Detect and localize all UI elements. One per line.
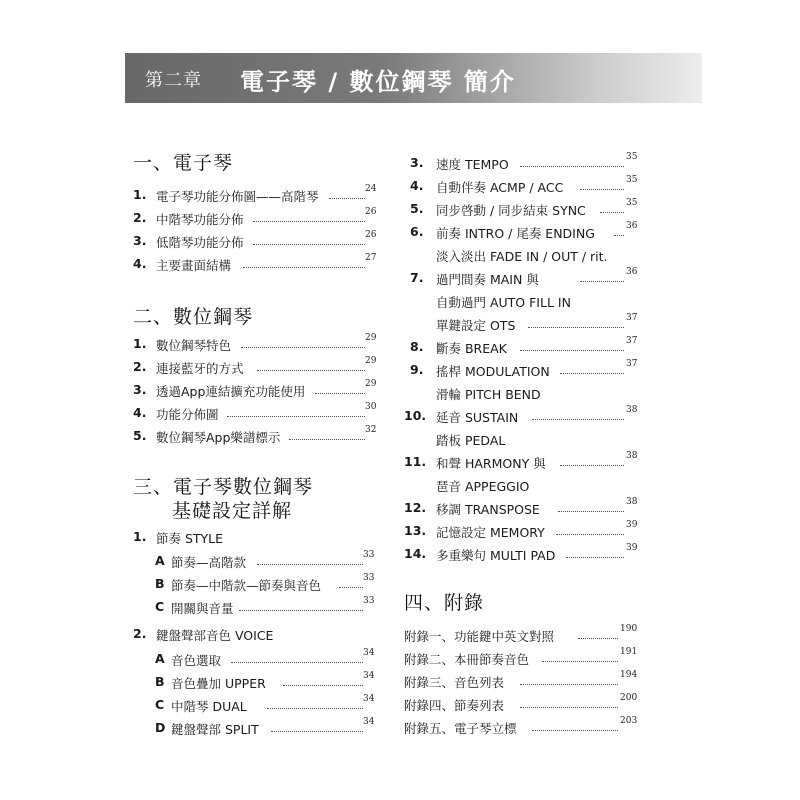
appendix-entry[interactable] xyxy=(404,647,644,668)
entry-letter: C xyxy=(155,697,165,712)
entry-label: 多重樂句 MULTI PAD xyxy=(436,548,556,563)
toc-entry-continued[interactable] xyxy=(410,431,640,449)
entry-page: 38 xyxy=(626,497,638,507)
entry-label: 音色選取 xyxy=(171,653,222,668)
appendix-entry[interactable] xyxy=(404,670,644,691)
dot-leader xyxy=(231,662,363,663)
entry-label: 功能分佈圖 xyxy=(156,407,219,422)
dot-leader xyxy=(315,393,365,394)
entry-page: 194 xyxy=(620,670,638,680)
toc-entry[interactable] xyxy=(410,175,640,196)
entry-page: 32 xyxy=(365,425,377,435)
entry-page: 37 xyxy=(626,313,638,323)
entry-letter: A xyxy=(155,553,165,568)
dot-leader xyxy=(580,189,624,190)
appendix-entry[interactable] xyxy=(404,716,644,737)
toc-subentry[interactable] xyxy=(155,596,375,617)
toc-entry[interactable] xyxy=(133,253,377,274)
toc-subentry[interactable] xyxy=(155,550,375,571)
entry-number: 2. xyxy=(133,359,147,374)
entry-page: 29 xyxy=(365,356,377,366)
dot-leader xyxy=(520,350,624,351)
entry-page: 34 xyxy=(363,671,375,681)
dot-leader xyxy=(241,347,365,348)
section-heading: 四、附錄 xyxy=(404,592,485,614)
entry-label: 前奏 INTRO / 尾奏 ENDING xyxy=(436,226,595,241)
toc-subentry[interactable] xyxy=(155,671,375,692)
entry-page: 35 xyxy=(626,175,638,185)
dot-leader xyxy=(257,370,365,371)
toc-entry[interactable] xyxy=(404,405,640,426)
entry-page: 35 xyxy=(626,152,638,162)
entry-page: 33 xyxy=(363,596,375,606)
dot-leader xyxy=(558,511,624,512)
toc-entry[interactable] xyxy=(410,221,640,242)
entry-letter: C xyxy=(155,599,165,614)
entry-number: 4. xyxy=(410,178,424,193)
entry-label: 自動過門 AUTO FILL IN xyxy=(436,295,571,310)
dot-leader xyxy=(578,638,618,639)
dot-leader xyxy=(600,212,624,213)
appendix-entry[interactable] xyxy=(404,624,644,645)
entry-page: 39 xyxy=(626,520,638,530)
entry-page: 34 xyxy=(363,717,375,727)
entry-number: 4. xyxy=(133,256,147,271)
entry-label: 附錄三、音色列表 xyxy=(404,675,505,690)
toc-subentry[interactable] xyxy=(155,573,375,594)
entry-label: 中階琴 DUAL xyxy=(171,699,247,714)
entry-page: 37 xyxy=(626,336,638,346)
entry-page: 29 xyxy=(365,333,377,343)
entry-label: 數位鋼琴特色 xyxy=(156,338,232,353)
dot-leader xyxy=(532,730,618,731)
toc-group-title[interactable] xyxy=(133,626,373,644)
dot-leader xyxy=(289,439,365,440)
toc-entry[interactable] xyxy=(404,543,640,564)
entry-number: 12. xyxy=(404,500,427,515)
entry-page: 36 xyxy=(626,267,638,277)
chapter-title: 電子琴 / 數位鋼琴 簡介 xyxy=(240,68,516,96)
toc-entry[interactable] xyxy=(404,451,640,472)
toc-entry[interactable] xyxy=(410,267,640,288)
entry-label: 電子琴功能分佈圖——高階琴 xyxy=(156,189,319,204)
entry-label: 連接藍牙的方式 xyxy=(156,361,244,376)
entry-label: 低階琴功能分佈 xyxy=(156,235,244,250)
entry-number: 9. xyxy=(410,362,424,377)
entry-page: 35 xyxy=(626,198,638,208)
entry-page: 38 xyxy=(626,451,638,461)
dot-leader xyxy=(257,564,363,565)
toc-entry-continued[interactable] xyxy=(410,313,640,334)
entry-label: 記憶設定 MEMORY xyxy=(436,525,545,540)
dot-leader xyxy=(520,684,618,685)
entry-number: 14. xyxy=(404,546,427,561)
entry-page: 24 xyxy=(365,184,377,194)
entry-page: 34 xyxy=(363,694,375,704)
entry-number: 11. xyxy=(404,454,427,469)
dot-leader xyxy=(267,708,363,709)
dot-leader xyxy=(614,235,624,236)
entry-label: 琶音 APPEGGIO xyxy=(436,479,530,494)
entry-page: 36 xyxy=(626,221,638,231)
entry-page: 39 xyxy=(626,543,638,553)
entry-number: 2. xyxy=(133,626,147,641)
entry-page: 37 xyxy=(626,359,638,369)
toc-entry[interactable] xyxy=(133,379,377,400)
entry-label: 速度 TEMPO xyxy=(436,157,509,172)
section-heading: 三、電子琴數位鋼琴 xyxy=(133,476,314,498)
entry-page: 26 xyxy=(365,207,377,217)
toc-entry[interactable] xyxy=(404,520,640,541)
toc-entry[interactable] xyxy=(133,184,377,205)
entry-page: 26 xyxy=(365,230,377,240)
toc-entry-continued[interactable] xyxy=(410,477,640,495)
entry-number: 10. xyxy=(404,408,427,423)
dot-leader xyxy=(253,221,365,222)
entry-number: 5. xyxy=(410,201,424,216)
dot-leader xyxy=(560,465,624,466)
entry-label: 滑輪 PITCH BEND xyxy=(436,387,541,402)
dot-leader xyxy=(239,610,363,611)
entry-label: 透過App連結擴充功能使用 xyxy=(156,384,306,399)
entry-label: 附錄一、功能鍵中英文對照 xyxy=(404,629,555,644)
entry-label: 斷奏 BREAK xyxy=(436,341,507,356)
toc-entry[interactable] xyxy=(410,198,640,219)
section-heading: 一、電子琴 xyxy=(133,152,234,174)
section-heading: 二、數位鋼琴 xyxy=(133,306,254,328)
dot-leader xyxy=(227,416,365,417)
entry-label: 附錄五、電子琴立標 xyxy=(404,721,517,736)
entry-number: 8. xyxy=(410,339,424,354)
entry-label: 節奏—中階款—節奏與音色 xyxy=(171,578,322,593)
dot-leader xyxy=(528,327,624,328)
entry-label: 節奏 STYLE xyxy=(156,531,224,546)
toc-entry[interactable] xyxy=(133,356,377,377)
entry-number: 3. xyxy=(410,155,424,170)
toc-entry[interactable] xyxy=(404,497,640,518)
dot-leader xyxy=(329,198,365,199)
entry-label: 同步啓動 / 同步結束 SYNC xyxy=(436,203,586,218)
entry-number: 5. xyxy=(133,428,147,443)
dot-leader xyxy=(556,534,624,535)
entry-label: 淡入淡出 FADE IN / OUT / rit. xyxy=(436,249,608,264)
toc-entry-continued[interactable] xyxy=(410,385,640,403)
entry-number: 1. xyxy=(133,187,147,202)
toc-subentry[interactable] xyxy=(155,648,375,669)
entry-page: 203 xyxy=(620,716,638,726)
entry-page: 200 xyxy=(620,693,638,703)
entry-letter: A xyxy=(155,651,165,666)
dot-leader xyxy=(520,166,624,167)
entry-page: 27 xyxy=(365,253,377,263)
entry-label: 中階琴功能分佈 xyxy=(156,212,244,227)
toc-entry[interactable] xyxy=(410,336,640,357)
entry-label: 鍵盤聲部 SPLIT xyxy=(171,722,259,737)
entry-number: 7. xyxy=(410,270,424,285)
entry-number: 13. xyxy=(404,523,427,538)
toc-entry[interactable] xyxy=(133,425,377,446)
dot-leader xyxy=(271,731,363,732)
entry-label: 搖桿 MODULATION xyxy=(436,364,550,379)
dot-leader xyxy=(542,661,618,662)
entry-page: 30 xyxy=(365,402,377,412)
toc-group-title[interactable] xyxy=(133,529,373,547)
entry-label: 附錄四、節奏列表 xyxy=(404,698,505,713)
entry-number: 2. xyxy=(133,210,147,225)
dot-leader xyxy=(560,373,624,374)
dot-leader xyxy=(580,281,624,282)
entry-letter: D xyxy=(155,720,166,735)
appendix-entry[interactable] xyxy=(404,693,644,714)
entry-label: 踏板 PEDAL xyxy=(436,433,506,448)
chapter-banner xyxy=(125,53,702,103)
entry-number: 4. xyxy=(133,405,147,420)
entry-page: 29 xyxy=(365,379,377,389)
entry-label: 數位鋼琴App樂譜標示 xyxy=(156,430,281,445)
entry-label: 節奏—高階款 xyxy=(171,555,247,570)
chapter-number: 第二章 xyxy=(145,70,202,91)
toc-entry[interactable] xyxy=(410,359,640,380)
entry-label: 延音 SUSTAIN xyxy=(436,410,519,425)
entry-page: 38 xyxy=(626,405,638,415)
entry-label: 開關與音量 xyxy=(171,601,234,616)
dot-leader xyxy=(532,419,624,420)
toc-subentry[interactable] xyxy=(155,717,375,738)
toc-entry[interactable] xyxy=(133,207,377,228)
entry-label: 鍵盤聲部音色 VOICE xyxy=(156,628,274,643)
entry-number: 1. xyxy=(133,529,147,544)
dot-leader xyxy=(339,587,363,588)
dot-leader xyxy=(253,244,365,245)
entry-number: 1. xyxy=(133,336,147,351)
entry-page: 34 xyxy=(363,648,375,658)
entry-page: 191 xyxy=(620,647,638,657)
entry-label: 附錄二、本冊節奏音色 xyxy=(404,652,530,667)
toc-entry[interactable] xyxy=(410,152,640,173)
toc-entry[interactable] xyxy=(133,333,377,354)
dot-leader xyxy=(520,707,618,708)
entry-label: 自動伴奏 ACMP / ACC xyxy=(436,180,564,195)
toc-entry-continued[interactable] xyxy=(410,247,640,265)
entry-letter: B xyxy=(155,576,165,591)
dot-leader xyxy=(243,267,365,268)
toc-entry-continued[interactable] xyxy=(410,293,640,311)
toc-entry[interactable] xyxy=(133,230,377,251)
entry-label: 過門間奏 MAIN 與 xyxy=(436,272,539,287)
entry-page: 190 xyxy=(620,624,638,634)
entry-label: 音色疊加 UPPER xyxy=(171,676,266,691)
entry-label: 移調 TRANSPOSE xyxy=(436,502,540,517)
dot-leader xyxy=(566,557,624,558)
entry-number: 3. xyxy=(133,233,147,248)
toc-entry[interactable] xyxy=(133,402,377,423)
dot-leader xyxy=(283,685,363,686)
entry-letter: B xyxy=(155,674,165,689)
section-heading-line2: 基礎設定詳解 xyxy=(172,500,293,522)
entry-label: 主要畫面結構 xyxy=(156,258,232,273)
entry-label: 和聲 HARMONY 與 xyxy=(436,456,546,471)
toc-subentry[interactable] xyxy=(155,694,375,715)
entry-number: 6. xyxy=(410,224,424,239)
entry-number: 3. xyxy=(133,382,147,397)
entry-page: 33 xyxy=(363,573,375,583)
entry-label: 單鍵設定 OTS xyxy=(436,318,516,333)
entry-page: 33 xyxy=(363,550,375,560)
